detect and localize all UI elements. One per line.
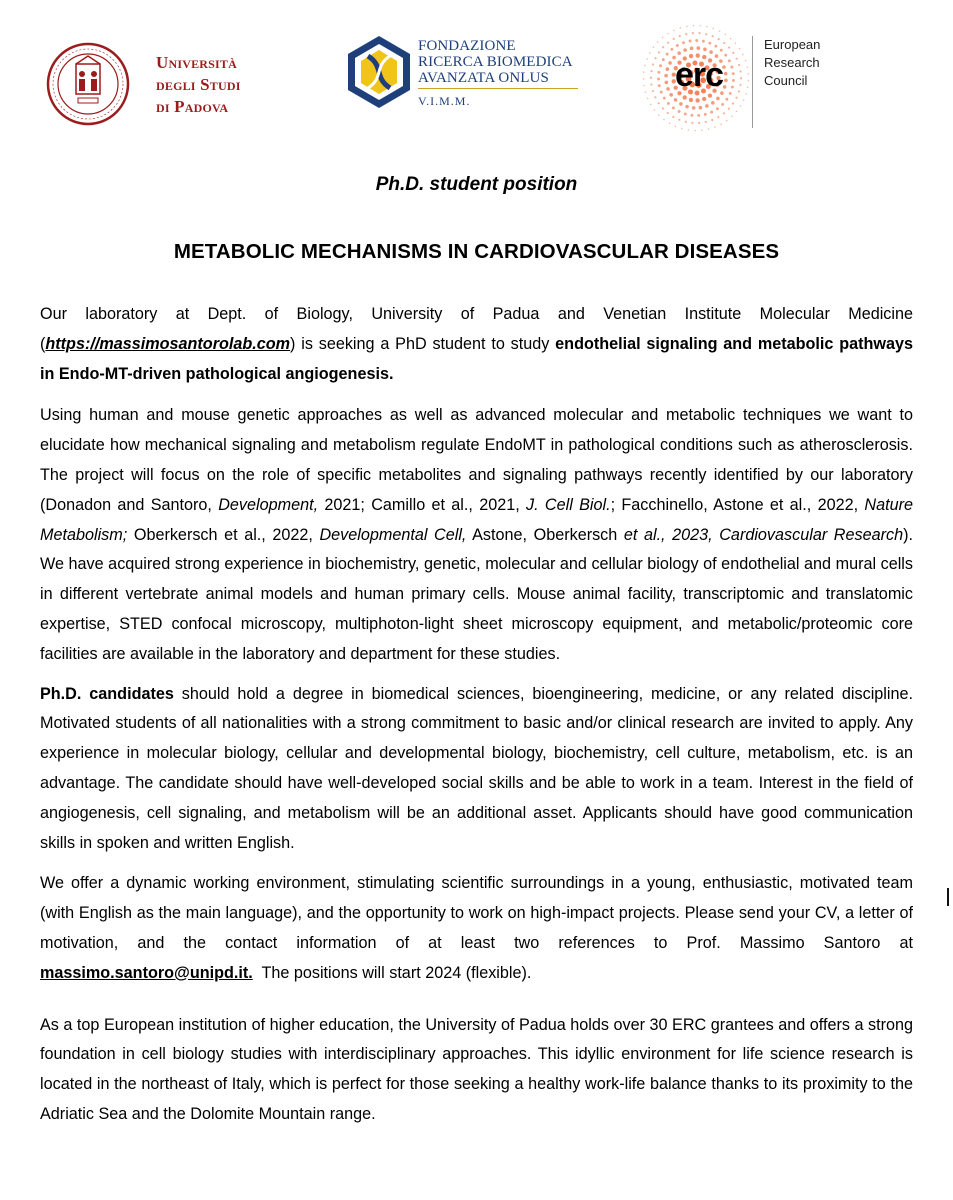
contact-email-link[interactable]: massimo.santoro@unipd.it.: [40, 963, 253, 982]
unipd-line3: di Padova: [156, 97, 229, 116]
vimm-abbrev: V.I.M.M.: [418, 94, 471, 108]
position-subtitle: Ph.D. student position: [375, 174, 578, 195]
vimm-hexagon-icon: [344, 34, 414, 110]
erc-logo: [640, 22, 840, 134]
erc-line1: European: [764, 37, 821, 52]
university-text: As a top European institution of higher education, the University of Padua holds over 30 ERC grantees and offers a strong foundation in cell biology studies with interdisciplinary approaches. This idyllic environment for life science research is located in the northeast of Italy, which is perfect for those seeking a healthy work-life balance thanks to its proximity to the Adriatic Sea and the Dolomite Mountain range.: [40, 1015, 913, 1123]
unipd-logo: [46, 34, 276, 134]
document-body: [40, 300, 913, 1130]
intro-text-1: Our laboratory at Dept. of Biology, University of Padua and Venetian Institute Molecular Medicine (: [40, 305, 913, 353]
vimm-logo: [344, 34, 584, 114]
citation-journal-1: Development,: [218, 495, 319, 514]
unipd-line2: degli Studi: [156, 75, 241, 94]
candidates-text: should hold a degree in biomedical sciences, bioengineering, medicine, or any related discipline. Motivated students of all nationalities with a strong commitment to basic and/or clinical research are invited to apply. Any experience in molecular biology, cellular and developmental biology, biochemistry, cell culture, metabolism, etc. is an advantage. The candidate should have well-developed social skills and be able to work in a team. Interest in the field of angiogenesis, cell signaling, and metabolism will be an additional asset. Applicants should have good communication skills in spoken and written English.: [40, 684, 914, 852]
intro-project-bold: endothelial signaling and metabolic pathways in Endo-MT-driven pathological angiogenesis.: [40, 334, 914, 383]
offer-text-1: We offer a dynamic working environment, stimulating scientific surroundings in a young, enthusiastic, motivated team (with English as the main language), and the opportunity to work on high-impact projects. Please send your CV, a letter of motivation, and the contact information of at least two references to Prof. Massimo Santoro at: [40, 874, 913, 952]
paragraph-candidates: [40, 680, 913, 859]
erc-wordmark: [764, 36, 820, 90]
citation-journal-5: et al., 2023, Cardiovascular Research: [623, 525, 904, 544]
project-text-1: Using human and mouse genetic approaches as well as advanced molecular and metabolic techniques we want to elucidate how mechanical signaling and metabolism regulate EndoMT in pathological conditions such as atherosclerosis. The project will focus on the role of specific metabolites and signaling pathways recently identified by our laboratory (Donadon and Santoro,: [40, 406, 913, 514]
vimm-line1: FONDAZIONE: [418, 38, 516, 54]
erc-mark: erc: [675, 56, 724, 94]
intro-text-2: ) is seeking a PhD student to study: [290, 334, 556, 353]
erc-divider: [752, 36, 753, 128]
vimm-line2: RICERCA BIOMEDICA: [418, 54, 573, 70]
vimm-rule: [418, 88, 578, 89]
paragraph-offer: [40, 869, 913, 988]
page-edge-mark: [947, 888, 949, 906]
erc-line2: Research: [764, 55, 820, 70]
citation-journal-3: Nature Metabolism;: [40, 495, 913, 544]
vimm-wordmark: [418, 38, 573, 86]
project-text-3: ; Facchinello, Astone et al., 2022,: [610, 495, 865, 514]
project-text-2: 2021; Camillo et al., 2021,: [318, 495, 527, 514]
lab-website-link[interactable]: https://massimosantorolab.com: [45, 334, 291, 353]
project-text-6: ). We have acquired strong experience in biochemistry, genetic, molecular and cellular biology of endothelial and mural cells in different vertebrate animal models and human primary cells. Mouse animal facility, transcriptomic and translatomic expertise, STED confocal microscopy, multiphoton-light sheet microscopy equipment, and metabolic/proteomic core facilities are available in the laboratory and department for these studies.: [40, 525, 913, 663]
paragraph-intro: [40, 300, 913, 389]
vimm-line3: AVANZATA ONLUS: [418, 70, 549, 86]
candidates-bold: Ph.D. candidates: [40, 684, 174, 703]
paragraph-project: [40, 401, 913, 669]
project-text-4: Oberkersch et al., 2022,: [127, 525, 320, 544]
page-title: METABOLIC MECHANISMS IN CARDIOVASCULAR DISEASES: [173, 240, 780, 263]
citation-journal-2: J. Cell Biol.: [526, 495, 611, 514]
unipd-seal-icon: [46, 34, 146, 134]
offer-text-2: The positions will start 2024 (flexible).: [252, 963, 532, 982]
header-logos: [0, 0, 953, 160]
project-text-5: Astone, Oberkersch: [466, 525, 624, 544]
paragraph-university: [40, 1011, 913, 1130]
citation-journal-4: Developmental Cell,: [319, 525, 467, 544]
unipd-line1: Università: [156, 53, 237, 72]
erc-line3: Council: [764, 73, 808, 88]
unipd-wordmark: [156, 52, 241, 118]
